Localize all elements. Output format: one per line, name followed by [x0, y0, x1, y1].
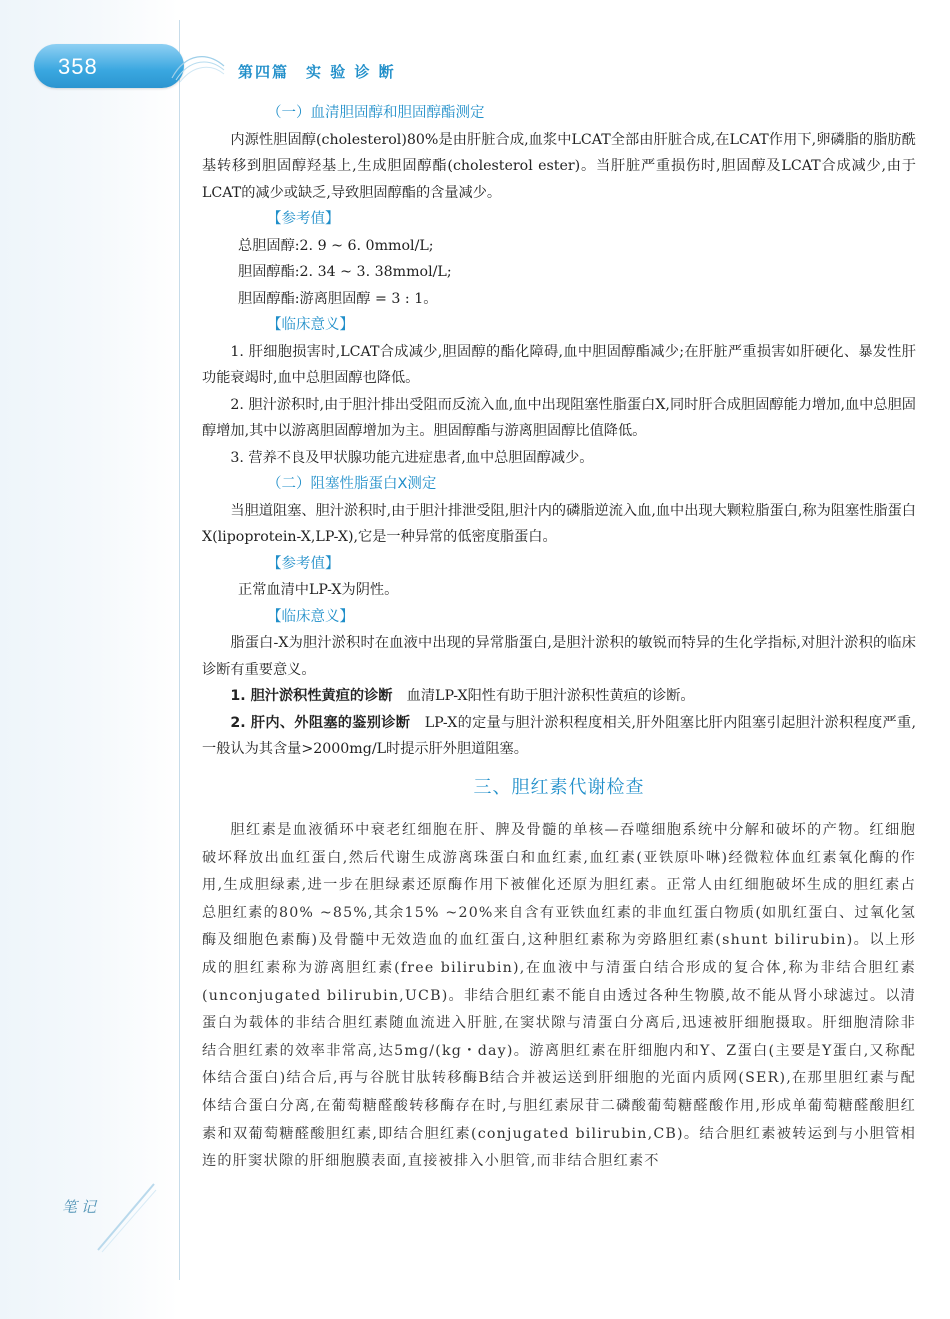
reference-value: 胆固醇酯:游离胆固醇 = 3 : 1。 — [238, 290, 438, 307]
page-number-badge — [34, 44, 184, 88]
clinical-label: 【临床意义】 — [267, 317, 354, 333]
notes-label: 笔记 — [62, 1198, 101, 1216]
reference-label: 【参考值】 — [267, 555, 340, 572]
clinical-item: 1. 肝细胞损害时,LCAT合成减少,胆固醇的酯化障碍,血中胆固醇酯减少;在肝脏严重损害如肝硬化、暴发性肝功能衰竭时,血中总胆固醇也降低。 — [202, 343, 916, 386]
clinical-label: 【临床意义】 — [267, 608, 354, 625]
swirl-decoration-icon — [168, 48, 228, 84]
clinical-item: 2. 胆汁淤积时,由于胆汁排出受阻而反流入血,血中出现阻塞性脂蛋白X,同时肝合成胆固醇能力增加,血中总胆固醇增加,其中以游离胆固醇增加为主。胆固醇酯与游离胆固醇比值降低。 — [202, 396, 916, 439]
section-heading-cholesterol: （一）血清胆固醇和胆固醇酯测定 — [267, 105, 485, 121]
paragraph: 当胆道阻塞、胆汁淤积时,由于胆汁排泄受阻,胆汁内的磷脂逆流入血,血中出现大颗粒脂蛋白,称为阻塞性脂蛋白X(lipoprotein-X,LP-X),它是一种异常的低密度脂蛋白。 — [202, 502, 916, 545]
pen-stroke-icon — [92, 1176, 162, 1256]
paragraph: 脂蛋白-X为胆汁淤积时在血液中出现的异常脂蛋白,是胆汁淤积的敏锐而特异的生化学指标,对胆汁淤积的临床诊断有重要意义。 — [202, 635, 916, 678]
clinical-item — [202, 683, 916, 710]
reference-value: 正常血清中LP-X为阴性。 — [238, 582, 399, 598]
paragraph: 胆红素是血液循环中衰老红细胞在肝、脾及骨髓的单核—吞噬细胞系统中分解和破坏的产物。红细胞破坏释放出血红蛋白,然后代谢生成游离珠蛋白和血红素,血红素(亚铁原卟啉)经微粒体血红素氧化酶的作用,生成胆绿素,进一步在胆绿素还原酶作用下被催化还原为胆红素。正常人由红细胞破坏生成的胆红素占总胆红素的80% ~85%,其余15% ~20%来自含有亚铁血红素的非血红蛋白物质(如肌红蛋白、过氧化氢酶及细胞色素酶)及骨髓中无效造血的血红蛋白,这种胆红素称为旁路胆红素(shunt bilirubin)。以上形成的胆红素称为游离胆红素(free bilirubin),在血液中与清蛋白结合形成的复合体,称为非结合胆红素(unconjugated bilirubin,UCB)。非结合胆红素不能自由透过各种生物膜,故不能从肾小球滤过。以清蛋白为载体的非结合胆红素随血流进入肝脏,在窦状隙与清蛋白分离后,迅速被肝细胞摄取。肝细胞清除非结合胆红素的效率非常高,达5mg/(kg・day)。游离胆红素在肝细胞内和Y、Z蛋白(主要是Y蛋白,又称配体结合蛋白)结合后,再与谷胱甘肽转移酶B结合并被运送到肝细胞的光面内质网(SER),在那里胆红素与配体结合蛋白分离,在葡萄糖醛酸转移酶存在时,与胆红素尿苷二磷酸葡萄糖醛酸作用,形成单葡萄糖醛酸胆红素和双葡萄糖醛酸胆红素,即结合胆红素(conjugated bilirubin,CB)。结合胆红素被转运到与小胆管相连的肝窦状隙的肝细胞膜表面,直接被排入小胆管,而非结合胆红素不 — [202, 822, 916, 1170]
page-margin — [0, 0, 178, 1319]
page-number: 358 — [58, 54, 98, 79]
clinical-item — [202, 710, 916, 763]
reference-value: 胆固醇酯:2. 34 ~ 3. 38mmol/L; — [238, 264, 452, 280]
item-text: 血清LP-X阳性有助于胆汁淤积性黄疸的诊断。 — [392, 688, 695, 704]
item-text: LP-X的定量与胆汁淤积程度相关,肝外阻塞比肝内阻塞引起胆汁淤积程度严重,一般认为其含量>2000mg/L时提示肝外胆道阻塞。 — [202, 714, 917, 757]
item-title: 2. 肝内、外阻塞的鉴别诊断 — [230, 714, 411, 731]
paragraph: 内源性胆固醇(cholesterol)80%是由肝脏合成,血浆中LCAT全部由肝脏合成,在LCAT作用下,卵磷脂的脂肪酰基转移到胆固醇羟基上,生成胆固醇酯(cholesterol ester)。当肝脏严重损伤时,胆固醇及LCAT合成减少,由于LCAT的减少或缺乏,导致胆固醇酯的含量减少。 — [202, 131, 916, 201]
clinical-item: 3. 营养不良及甲状腺功能亢进症患者,血中总胆固醇减少。 — [230, 449, 594, 466]
margin-divider — [179, 20, 180, 1280]
reference-label: 【参考值】 — [267, 211, 340, 227]
item-title: 1. 胆汁淤积性黄疸的诊断 — [230, 688, 393, 704]
section-heading-lpx: （二）阻塞性脂蛋白X测定 — [267, 476, 437, 492]
page-content — [202, 100, 916, 1176]
part-title: 第四篇 实 验 诊 断 — [238, 63, 396, 81]
section-title-bilirubin: 三、胆红素代谢检查 — [473, 776, 645, 798]
reference-value: 总胆固醇:2. 9 ~ 6. 0mmol/L; — [238, 237, 434, 254]
